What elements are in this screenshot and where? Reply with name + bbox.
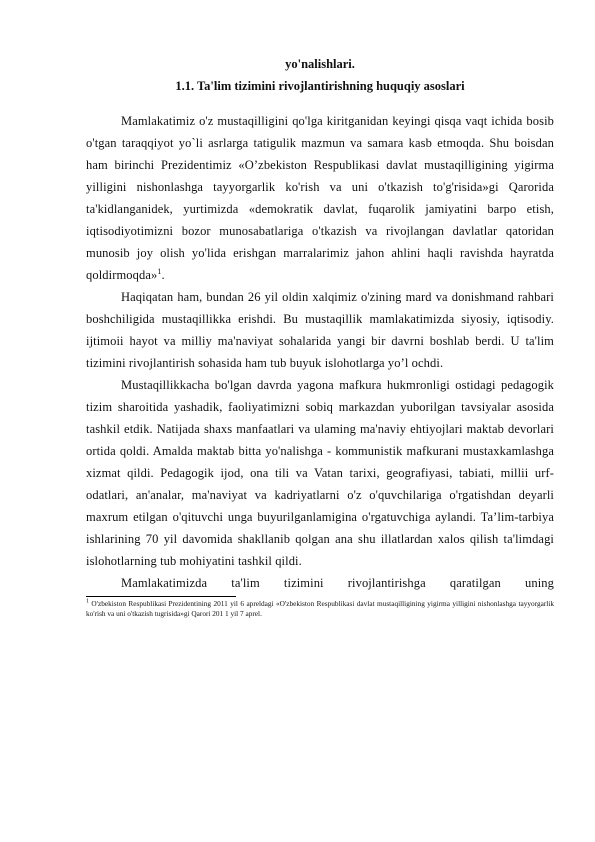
paragraph-4: Mamlakatimizda ta'lim tizimini rivojlantirishga qaratilgan uning [121,576,554,590]
footnote-text: O'zbekiston Respublikasi Prezidentining 2011 yil 6 apreldagi «O'zbekiston Respublikasi davlat mustaqilligining yigirma yilligini nishonlashga tayyorgarlik ko'rish va uni o'tkazish tugrisida»gi Qarori 201 1 yil 7 aprel. [86,599,554,618]
paragraph-1-tail: . [161,268,165,282]
paragraph-3: Mustaqillikkacha bo'lgan davrda yagona mafkura hukmronligi ostidagi pedagogik tizim sharoitida yashadik, faoliyatimizni sobiq markazdan yuborilgan tavsiyalar asosida tashkil etdik. Natijada shaxs manfaatlari va ulaming ma'naviy ehtiyojlari maktab devorlari ortida qoldi. Amalda maktab bitta yo'nalishga - kommunistik mafkurani mustaxkamlashga xizmat qildi. Pedagogik ijod, ona tili va Vatan tarixi, geografiyasi, tabiati, millii urf-odatlari, an'analar, ma'naviyat va kadriyatlarni o'z o'quvchilariga o'rgatishdan deyarli maxrum etilgan o'qituvchi unga buyurilganlamigina o'rgatuvchiga aylandi. Ta’lim-tarbiya ishlarining 70 yil davomida shakllanib qolgan ana shu illatlardan xalos qilish ta'limdagi islohotlarning tub mohiyatini tashkil qildi. [86,378,554,568]
footnote-number: 1 [86,598,89,605]
body-text [86,110,554,594]
paragraph-1 [86,110,554,286]
footnote-divider [86,596,236,597]
footnote [86,599,554,619]
section-title: 1.1. Ta'lim tizimini rivojlantirishning huquqiy asoslari [175,79,465,93]
section-heading-continuation: yo'nalishlari. [285,57,355,71]
footnote-reference: 1 [157,266,162,276]
document-page [86,56,554,619]
paragraph-1-text: Mamlakatimiz o'z mustaqilligini qo'lga kiritganidan keyingi qisqa vaqt ichida bosib o'tgan taraqqiyot yo`li asrlarga tatigulik mazmun va samara kasb etmoqda. Shu boisdan ham birinchi Prezidentimiz «O’zbekiston Respublikasi davlat mustaqilligining yigirma yilligini nishonlashga tayyorgarlik ko'rish va uni o'tkazish to'g'risida»gi Qarorida ta'kidlanganidek, yurtimizda «demokratik davlat, fuqarolik jamiyatini barpo etish, iqtisodiyotimizni bozor munosabatlariga o'tkazish va rivojlangan davlatlar qatoridan munosib joy olish yo'lida erishgan marralarimiz jahon ahlini haqli ravishda hayratda qoldirmoqda» [86,114,554,282]
paragraph-2: Haqiqatan ham, bundan 26 yil oldin xalqimiz o'zining mard va donishmand rahbari boshchiligida mustaqillikka erishdi. Bu mustaqillik mamlakatimizda siyosiy, iqtisodiy. ijtimoii hayot va milliy ma'naviyat sohalarida yangi bir davrni boshlab berdi. U ta'lim tizimini rivojlantirish sohasida ham tub buyuk islohotlarga yo’l ochdi. [86,290,554,370]
